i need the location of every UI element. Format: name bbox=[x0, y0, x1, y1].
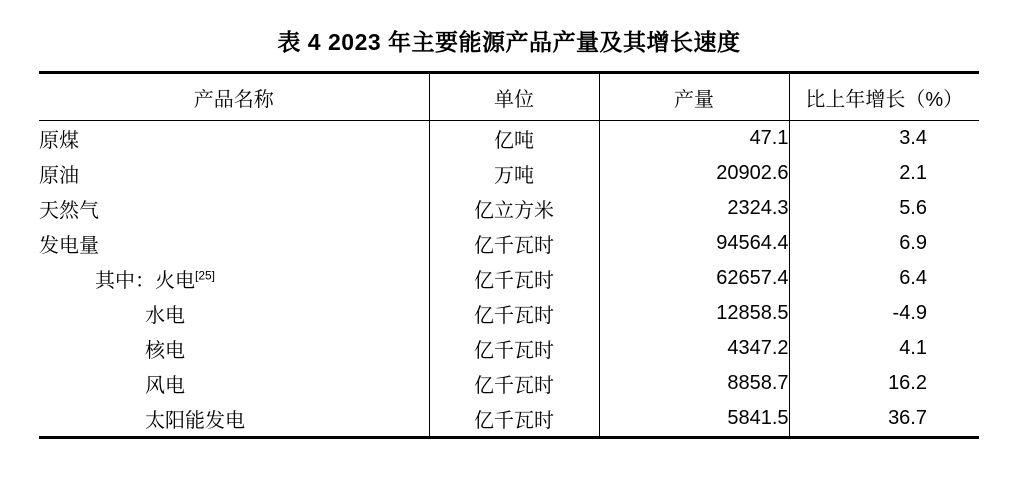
table-row bbox=[39, 191, 979, 226]
table-header-row bbox=[39, 73, 979, 121]
cell-unit: 亿千瓦时 bbox=[429, 296, 599, 331]
cell-product-name bbox=[39, 261, 429, 296]
cell-product-name bbox=[39, 156, 429, 191]
cell-output: 4347.2 bbox=[599, 331, 789, 366]
cell-product-name bbox=[39, 366, 429, 401]
cell-growth: 3.4 bbox=[789, 121, 979, 157]
table-row bbox=[39, 331, 979, 366]
cell-growth: 5.6 bbox=[789, 191, 979, 226]
cell-output: 47.1 bbox=[599, 121, 789, 157]
cell-output: 94564.4 bbox=[599, 226, 789, 261]
product-name-text: 其中：火电 bbox=[95, 270, 195, 292]
cell-output: 5841.5 bbox=[599, 401, 789, 438]
table-row bbox=[39, 366, 979, 401]
table-row bbox=[39, 156, 979, 191]
energy-production-table bbox=[39, 71, 979, 439]
product-name-text: 核电 bbox=[145, 340, 185, 362]
cell-unit: 亿立方米 bbox=[429, 191, 599, 226]
cell-growth: -4.9 bbox=[789, 296, 979, 331]
cell-growth: 6.9 bbox=[789, 226, 979, 261]
cell-unit: 亿吨 bbox=[429, 121, 599, 157]
table-row bbox=[39, 296, 979, 331]
cell-product-name bbox=[39, 191, 429, 226]
column-header-output: 产量 bbox=[599, 73, 789, 121]
cell-product-name bbox=[39, 331, 429, 366]
product-name-text: 原油 bbox=[39, 165, 79, 187]
cell-unit: 亿千瓦时 bbox=[429, 366, 599, 401]
cell-output: 2324.3 bbox=[599, 191, 789, 226]
cell-product-name bbox=[39, 296, 429, 331]
product-name-text: 风电 bbox=[145, 375, 185, 397]
cell-product-name bbox=[39, 121, 429, 157]
column-header-product-name: 产品名称 bbox=[39, 73, 429, 121]
product-name-text: 发电量 bbox=[39, 235, 99, 257]
cell-unit: 亿千瓦时 bbox=[429, 401, 599, 438]
table-row bbox=[39, 261, 979, 296]
cell-output: 8858.7 bbox=[599, 366, 789, 401]
table-title: 表 4 2023 年主要能源产品产量及其增长速度 bbox=[277, 29, 741, 55]
cell-growth: 36.7 bbox=[789, 401, 979, 438]
cell-growth: 6.4 bbox=[789, 261, 979, 296]
cell-output: 62657.4 bbox=[599, 261, 789, 296]
table-row bbox=[39, 401, 979, 438]
cell-growth: 2.1 bbox=[789, 156, 979, 191]
column-header-unit: 单位 bbox=[429, 73, 599, 121]
cell-product-name bbox=[39, 226, 429, 261]
cell-unit: 亿千瓦时 bbox=[429, 226, 599, 261]
cell-product-name bbox=[39, 401, 429, 438]
table-body bbox=[39, 121, 979, 438]
table-row bbox=[39, 121, 979, 157]
product-name-text: 水电 bbox=[145, 305, 185, 327]
cell-growth: 4.1 bbox=[789, 331, 979, 366]
product-name-text: 原煤 bbox=[39, 130, 79, 152]
product-name-text: 太阳能发电 bbox=[145, 410, 245, 432]
cell-unit: 亿千瓦时 bbox=[429, 331, 599, 366]
cell-unit: 亿千瓦时 bbox=[429, 261, 599, 296]
product-name-text: 天然气 bbox=[39, 200, 99, 222]
cell-output: 20902.6 bbox=[599, 156, 789, 191]
table-header bbox=[39, 73, 979, 121]
cell-unit: 万吨 bbox=[429, 156, 599, 191]
table-row bbox=[39, 226, 979, 261]
column-header-growth: 比上年增长（%） bbox=[789, 73, 979, 121]
cell-growth: 16.2 bbox=[789, 366, 979, 401]
cell-output: 12858.5 bbox=[599, 296, 789, 331]
footnote-marker: [25] bbox=[195, 268, 216, 283]
